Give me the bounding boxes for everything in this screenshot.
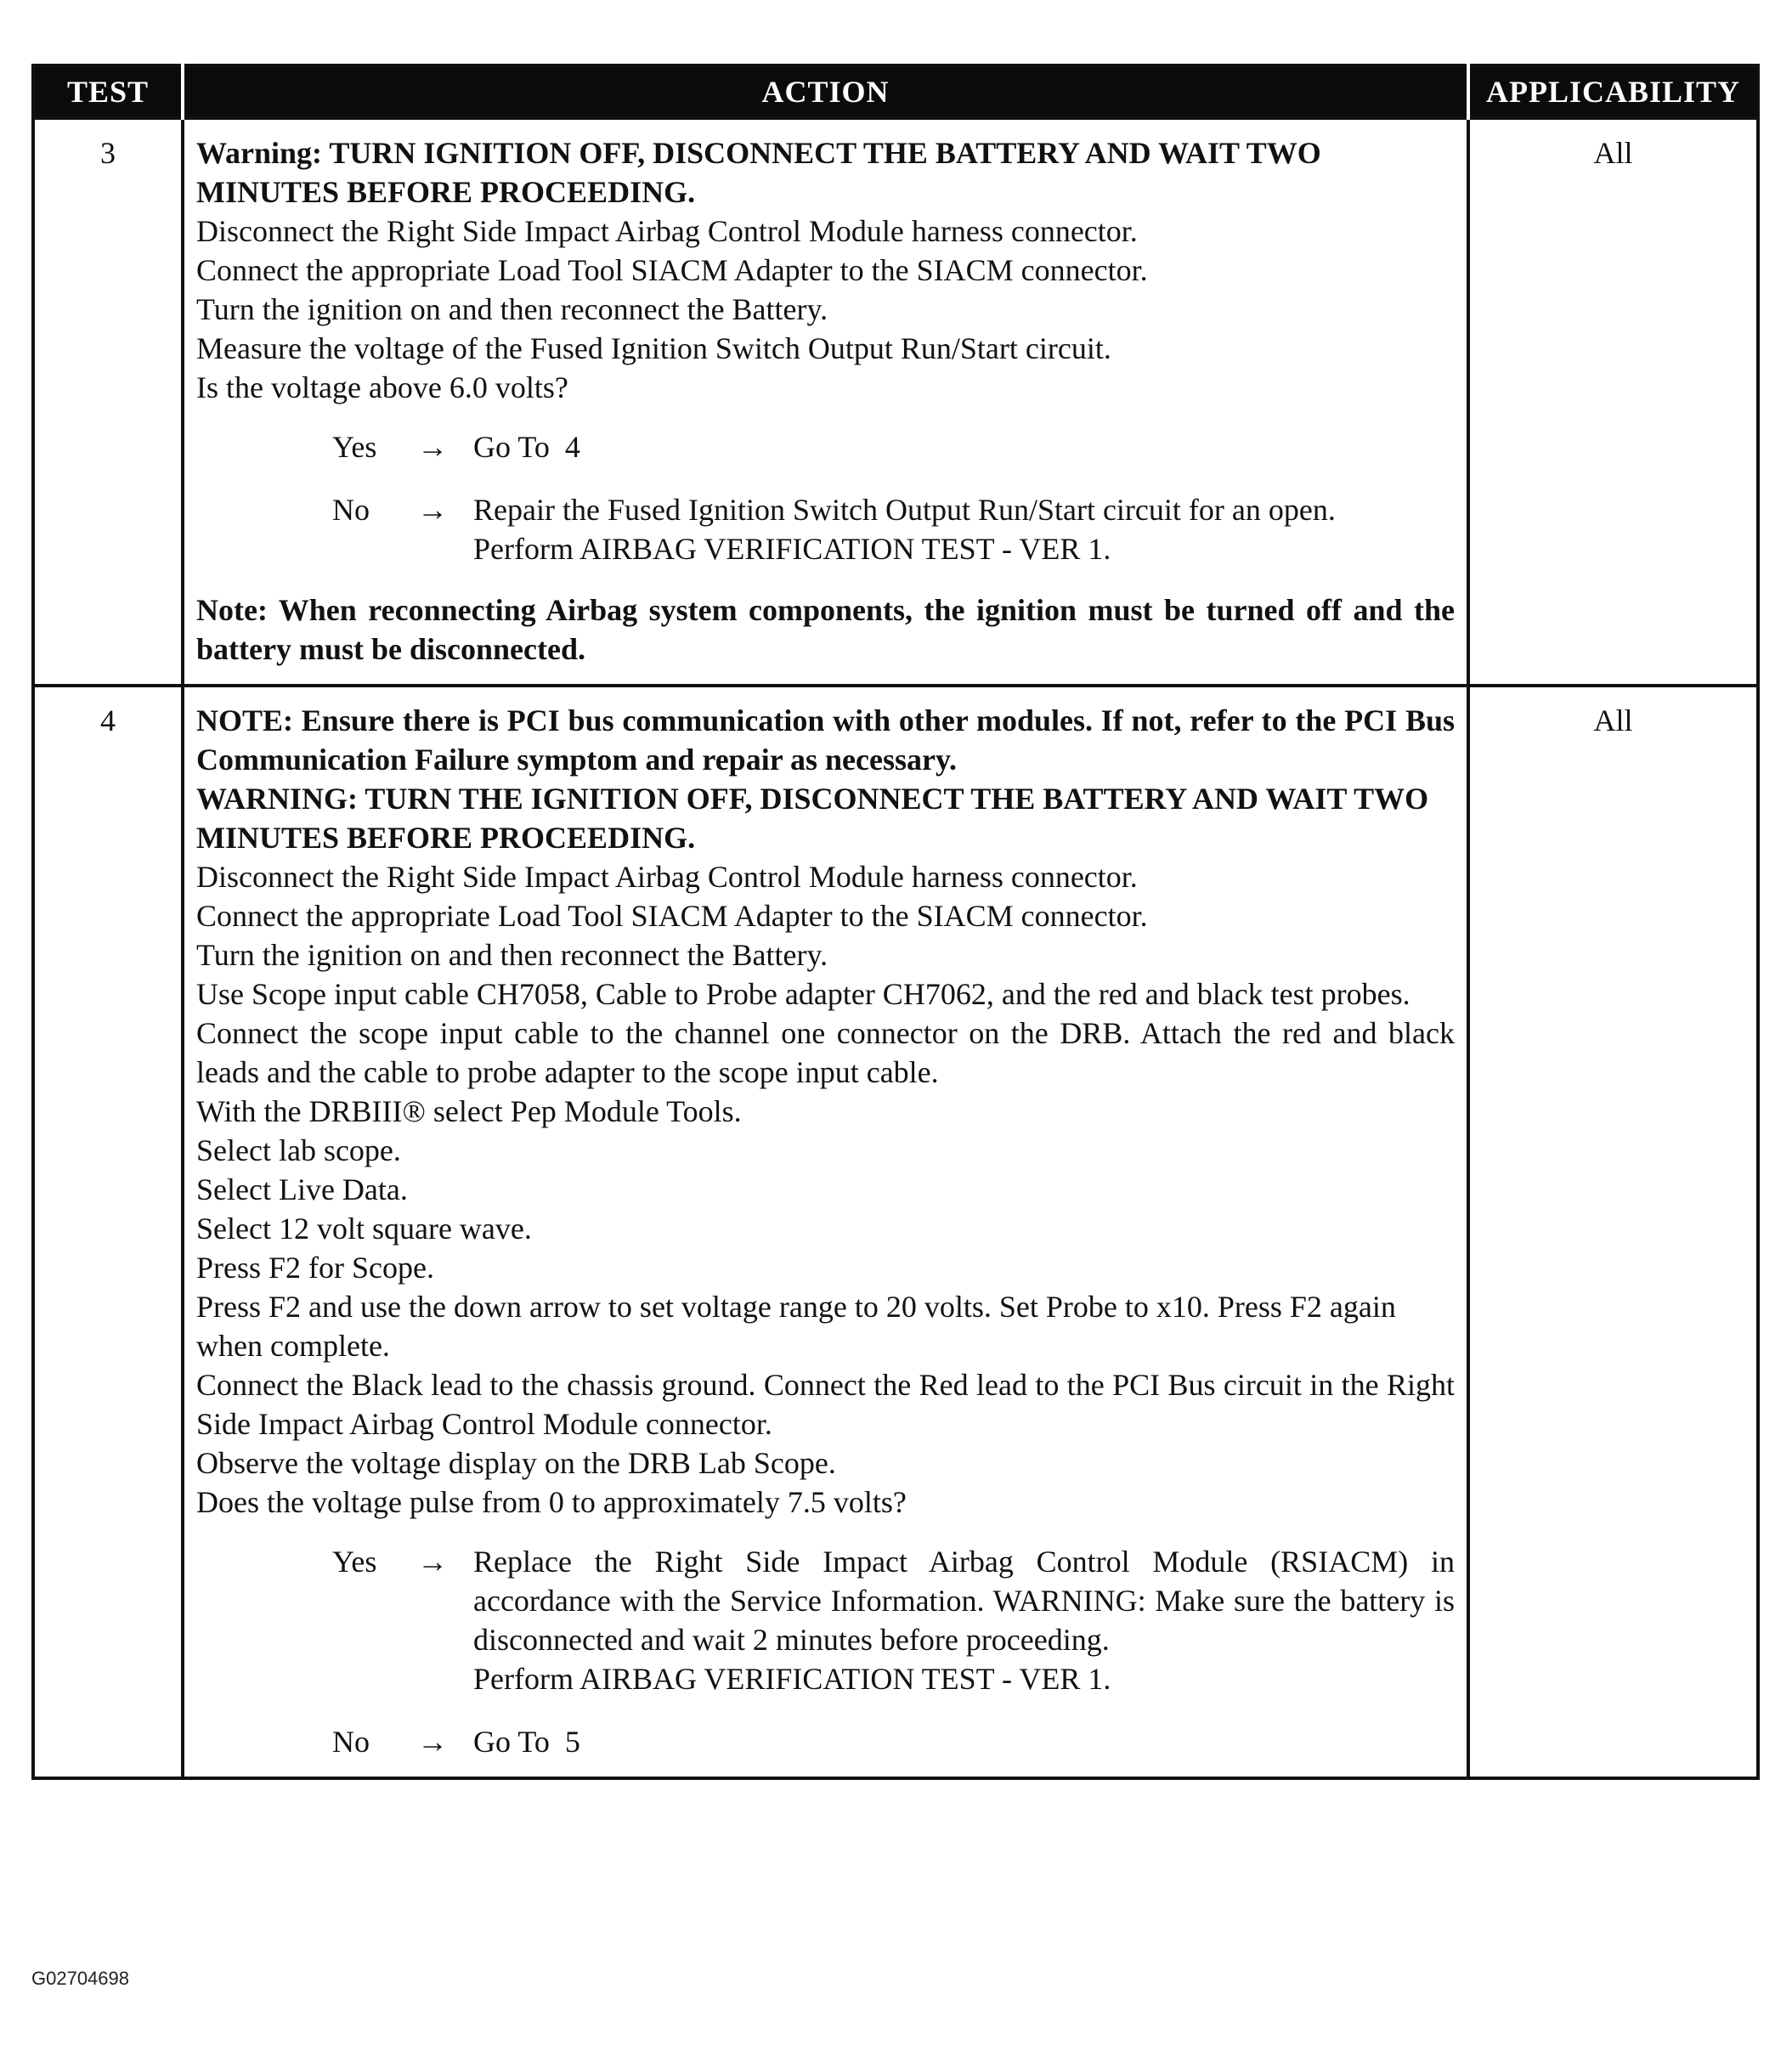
step-line: Turn the ignition on and then reconnect the Battery. [196, 938, 828, 972]
question-line: Does the voltage pulse from 0 to approximately 7.5 volts? [196, 1485, 907, 1519]
note-text: Note: When reconnecting Airbag system components, the ignition must be turned off and the battery must be disconnected. [196, 593, 1455, 666]
figure-code: G02704698 [31, 1968, 129, 1989]
answer-text [473, 490, 1455, 568]
step-line: Connect the Black lead to the chassis ground. Connect the Red lead to the PCI Bus circuit in the Right Side Impact Airbag Control Module connector. [196, 1368, 1455, 1441]
table-header-row [33, 65, 1758, 118]
action-cell [183, 118, 1468, 686]
answer-text [473, 1542, 1455, 1698]
step-line: Press F2 for Scope. [196, 1251, 434, 1285]
warning-text: WARNING: TURN THE IGNITION OFF, DISCONNECT THE BATTERY AND WAIT TWO MINUTES BEFORE PROCEEDING. [196, 782, 1429, 855]
step-line: Use Scope input cable CH7058, Cable to Probe adapter CH7062, and the red and black test probes. [196, 977, 1410, 1011]
header-test: TEST [33, 65, 183, 118]
step-line: Select lab scope. [196, 1133, 401, 1167]
step-line: Disconnect the Right Side Impact Airbag Control Module harness connector. [196, 214, 1138, 248]
answer-label: No [332, 493, 370, 527]
applicability-value: All [1468, 686, 1758, 1778]
answer-text: Go To 4 [473, 430, 580, 464]
answer-text-line: Perform AIRBAG VERIFICATION TEST - VER 1. [473, 532, 1111, 566]
right-arrow-icon: → [417, 1725, 448, 1759]
step-line: Observe the voltage display on the DRB Lab Scope. [196, 1446, 836, 1480]
right-arrow-icon: → [417, 1545, 448, 1579]
header-applicability: APPLICABILITY [1468, 65, 1758, 118]
right-arrow-icon: → [417, 430, 448, 464]
step-line: With the DRBIII® select Pep Module Tools. [196, 1094, 742, 1128]
step-line: Turn the ignition on and then reconnect the Battery. [196, 292, 828, 326]
step-line: Connect the appropriate Load Tool SIACM Adapter to the SIACM connector. [196, 253, 1148, 287]
answer-label: No [332, 1725, 370, 1759]
action-cell [183, 686, 1468, 1778]
answer-label: Yes [332, 430, 377, 464]
right-arrow-icon: → [417, 493, 448, 527]
header-action: ACTION [183, 65, 1468, 118]
answer-text: Go To 5 [473, 1725, 580, 1759]
answer-no [196, 490, 1455, 568]
test-row-4 [33, 686, 1758, 1778]
step-line: Select Live Data. [196, 1172, 408, 1206]
procedure-table [31, 64, 1760, 1780]
answer-yes [196, 427, 1455, 466]
step-line: Connect the appropriate Load Tool SIACM Adapter to the SIACM connector. [196, 899, 1148, 933]
answer-no [196, 1722, 1455, 1761]
note-text: NOTE: Ensure there is PCI bus communication with other modules. If not, refer to the PCI Bus Communication Failure symptom and repair as necessary. [196, 703, 1455, 777]
diagnostic-procedure [31, 64, 1756, 1780]
test-number: 3 [33, 118, 183, 686]
test-number: 4 [33, 686, 183, 1778]
answer-label: Yes [332, 1545, 377, 1579]
answer-text-line: Repair the Fused Ignition Switch Output Run/Start circuit for an open. [473, 493, 1336, 527]
answer-text-line: Perform AIRBAG VERIFICATION TEST - VER 1. [473, 1662, 1111, 1696]
question-line: Is the voltage above 6.0 volts? [196, 370, 568, 404]
answer-text-line: Replace the Right Side Impact Airbag Control Module (RSIACM) in accordance with the Service Information. WARNING: Make sure the battery is disconnected and wait 2 minutes before proceeding. [473, 1545, 1455, 1657]
applicability-value: All [1468, 118, 1758, 686]
step-line: Measure the voltage of the Fused Ignition Switch Output Run/Start circuit. [196, 331, 1111, 365]
test-row-3 [33, 118, 1758, 686]
step-line: Press F2 and use the down arrow to set voltage range to 20 volts. Set Probe to x10. Press F2 again when complete. [196, 1290, 1396, 1363]
step-line: Disconnect the Right Side Impact Airbag Control Module harness connector. [196, 860, 1138, 894]
step-line: Connect the scope input cable to the channel one connector on the DRB. Attach the red and black leads and the cable to probe adapter to the scope input cable. [196, 1016, 1455, 1089]
step-line: Select 12 volt square wave. [196, 1212, 532, 1246]
warning-text: Warning: TURN IGNITION OFF, DISCONNECT THE BATTERY AND WAIT TWO MINUTES BEFORE PROCEEDING. [196, 136, 1321, 209]
answer-yes [196, 1542, 1455, 1698]
